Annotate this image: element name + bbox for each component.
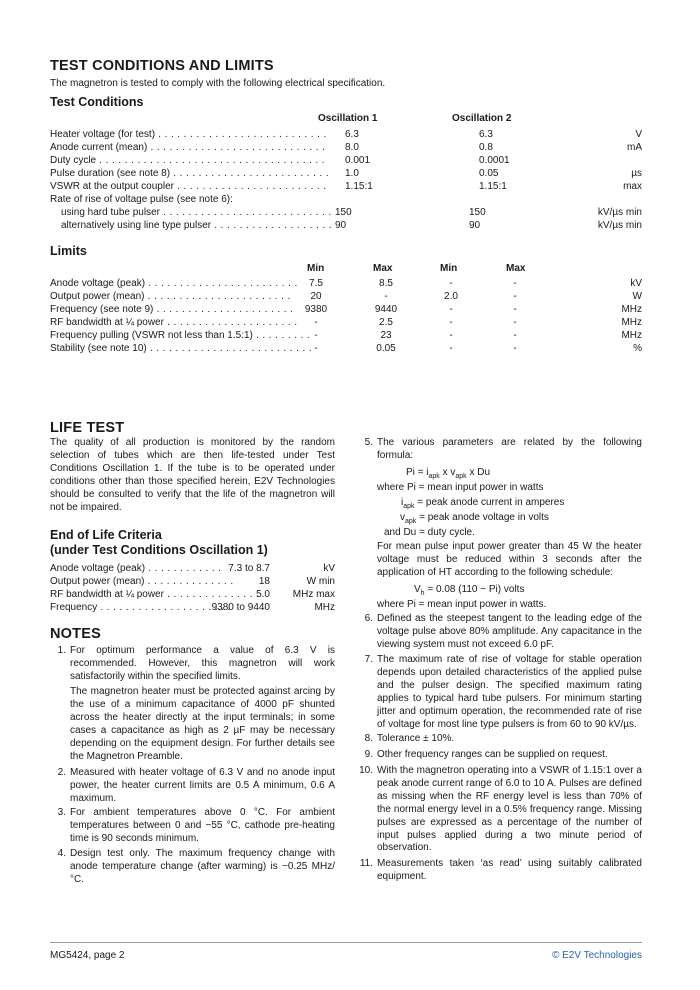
- limits-row-max-1: 2.5: [379, 317, 393, 328]
- tc-row-value-1: 1.15:1: [345, 181, 373, 192]
- tc-subrow-value-1: 150: [335, 207, 352, 218]
- eol-row-value: 9380 to 9440: [211, 602, 270, 613]
- limits-row-label: Anode voltage (peak) . . .: [50, 277, 300, 290]
- page-title: TEST CONDITIONS AND LIMITS: [50, 58, 274, 74]
- note-1-cont: The magnetron heater must be protected against arcing by the use of a minimum capacitance of 4000 pF shunted across the heater directly at the input terminals; in some cases a capacitance as high as 2 µF may be necessary depending on the equipment design. For further details see the Magnetron Preamble.: [70, 686, 335, 762]
- eol-row-label: RF bandwidth at ¼ power . . .: [50, 588, 260, 601]
- note-6: 6. Defined as the steepest tangent to the leading edge of the voltage pulse above 80% amplitude. Any capacitance in the viewing system must not exceed 6.0 pF.: [364, 613, 642, 650]
- limits-row-max-1: 0.05: [376, 343, 396, 354]
- limits-row-min-1: -: [314, 317, 318, 328]
- note-9: 9. Other frequency ranges can be supplied on request.: [364, 749, 608, 760]
- limits-row-unit: MHz: [621, 330, 642, 341]
- limits-row-min-2: -: [449, 317, 453, 328]
- where-iapk: $i_{apk}$ = peak anode current in amperes: [401, 497, 565, 510]
- tc-row-value-2: 1.15:1: [479, 181, 507, 192]
- eol-row-label: Anode voltage (peak) . . .: [50, 562, 225, 575]
- tc-row-value-1: 8.0: [345, 142, 359, 153]
- limits-row-min-2: -: [449, 330, 453, 341]
- end-of-life-subheading: (under Test Conditions Oscillation 1): [50, 543, 268, 557]
- eol-row-label: Output power (mean) . . .: [50, 575, 235, 588]
- footer-page-label: MG5424, page 2: [50, 950, 125, 961]
- tc-row-value-2: 0.05: [479, 168, 499, 179]
- note-4: 4. Design test only. The maximum frequency change with anode temperature change (after warming) is −0.25 MHz/°C.: [57, 848, 335, 885]
- tc-row-value-2: 0.8: [479, 142, 493, 153]
- footer-copyright: © E2V Technologies: [551, 950, 642, 961]
- limits-row-min-2: -: [449, 278, 453, 289]
- tc-row-label: VSWR at the output coupler . . .: [50, 180, 328, 193]
- note-2: 2. Measured with heater voltage of 6.3 V and no anode input power, the heater current limits are 0.5 A minimum, 0.6 A maximum.: [57, 767, 335, 804]
- tc-row-value-1: 0.001: [345, 155, 371, 166]
- tc-subrow-label: using hard tube pulser . . .: [61, 206, 331, 219]
- limits-row-unit: MHz: [621, 304, 642, 315]
- limits-row-max-1: 23: [380, 330, 392, 341]
- note-1: 1. For optimum performance a value of 6.3 V is recommended. However, this magnetron will work satisfactorily within the specified limits.: [57, 645, 335, 682]
- tc-row-unit: mA: [627, 142, 642, 153]
- limits-row-unit: MHz: [621, 317, 642, 328]
- limits-row-min-2: -: [449, 343, 453, 354]
- tc-row-unit: V: [635, 129, 642, 140]
- where-pi-2: where Pi = mean input power in watts.: [377, 599, 547, 610]
- limits-row-min-1: 7.5: [309, 278, 323, 289]
- limits-row-max-2: -: [513, 278, 517, 289]
- note-3: 3. For ambient temperatures above 0 °C. For ambient temperatures between 0 and −55 °C, cathode pre-heating time is 90 seconds minimum.: [57, 807, 335, 844]
- eol-row-value: 5.0: [256, 589, 270, 600]
- limits-row-label: Output power (mean) . . .: [50, 290, 290, 303]
- note-11: 11. Measurements taken ‘as read’ using suitably calibrated equipment.: [359, 858, 642, 882]
- tc-row-value-2: 6.3: [479, 129, 493, 140]
- eol-row-unit: kV: [323, 563, 335, 574]
- eol-row-unit: W min: [306, 576, 335, 587]
- note-5-cont: For mean pulse input power greater than 45 W the heater voltage must be reduced within 3 seconds after the application of HT according to the following schedule:: [377, 541, 642, 578]
- note-8: 8. Tolerance ± 10%.: [364, 733, 455, 744]
- limits-row-unit: kV: [630, 278, 642, 289]
- limits-heading: Limits: [50, 244, 87, 258]
- limits-row-unit: W: [632, 291, 642, 302]
- limits-max-2: Max: [506, 263, 526, 274]
- limits-row-min-2: 2.0: [444, 291, 458, 302]
- tc-subrow-value-2: 90: [469, 220, 481, 231]
- life-test-heading: LIFE TEST: [50, 420, 125, 436]
- note-5: 5. The various parameters are related by the following formula:: [364, 437, 642, 461]
- test-conditions-heading: Test Conditions: [50, 95, 144, 109]
- limits-row-min-2: -: [449, 304, 453, 315]
- tc-row-value-1: 6.3: [345, 129, 359, 140]
- limits-min-1: Min: [307, 263, 325, 274]
- tc-subrow-label: alternatively using line type pulser . . .: [61, 219, 331, 232]
- end-of-life-heading: End of Life Criteria: [50, 528, 162, 542]
- footer-rule: [50, 942, 642, 943]
- limits-min-2: Min: [440, 263, 458, 274]
- limits-row-label: Frequency (see note 9) . . .: [50, 303, 294, 316]
- limits-row-min-1: 9380: [304, 304, 328, 315]
- tc-row-label: Duty cycle . . .: [50, 154, 328, 167]
- limits-row-max-1: 9440: [374, 304, 398, 315]
- where-pi: where Pi = mean input power in watts: [377, 482, 544, 493]
- tc-row-label: Pulse duration (see note 8) . . .: [50, 167, 328, 180]
- limits-row-unit: %: [633, 343, 642, 354]
- limits-row-max-2: -: [513, 291, 517, 302]
- tc-row-unit: µs: [631, 168, 642, 179]
- tc-row-label: Anode current (mean) . . .: [50, 141, 328, 154]
- tc-row-value-1: 1.0: [345, 168, 359, 179]
- tc-subrow-unit: kV/µs min: [597, 207, 642, 218]
- col-oscillation-1: Oscillation 1: [318, 113, 378, 124]
- where-du: and Du = duty cycle.: [384, 527, 475, 538]
- col-oscillation-2: Oscillation 2: [452, 113, 512, 124]
- intro-text: The magnetron is tested to comply with the following electrical specification.: [50, 78, 386, 89]
- rate-of-rise-label: Rate of rise of voltage pulse (see note 6):: [50, 194, 233, 205]
- limits-row-max-1: -: [384, 291, 388, 302]
- notes-heading: NOTES: [50, 626, 101, 642]
- formula-vh: $V_h = 0.08$ (110 − Pi) volts: [414, 584, 525, 597]
- tc-subrow-value-1: 90: [335, 220, 347, 231]
- limits-row-min-1: -: [314, 343, 318, 354]
- limits-row-max-2: -: [513, 317, 517, 328]
- eol-row-value: 7.3 to 8.7: [228, 563, 270, 574]
- limits-row-label: Frequency pulling (VSWR not less than 1.5:1) . . .: [50, 329, 310, 342]
- tc-subrow-unit: kV/µs min: [597, 220, 642, 231]
- limits-row-min-1: 20: [310, 291, 322, 302]
- tc-row-label: Heater voltage (for test) . . .: [50, 128, 328, 141]
- limits-row-max-2: -: [513, 330, 517, 341]
- tc-subrow-value-2: 150: [469, 207, 486, 218]
- eol-row-value: 18: [258, 576, 270, 587]
- limits-row-max-2: -: [513, 343, 517, 354]
- limits-row-max-1: 8.5: [379, 278, 393, 289]
- note-10: 10. With the magnetron operating into a VSWR of 1.15:1 over a peak anode current range of 6.0 to 10 A. Pulses are defined as missing when the RF energy level is less than 70% of the normal energy level in a 0.5% frequency range. Missing pulses are expressed as a percentage of the number of input pulses applied during a two minute period of observation.: [359, 765, 642, 854]
- limits-row-label: Stability (see note 10) . . .: [50, 342, 312, 355]
- limits-max-1: Max: [373, 263, 393, 274]
- limits-row-label: RF bandwidth at ¼ power . . .: [50, 316, 300, 329]
- limits-row-min-1: -: [314, 330, 318, 341]
- life-test-body: The quality of all production is monitored by the random selection of tubes which are then life-tested under Test Conditions Oscillation 1. If the tube is to be operated under conditions other than those specified herein, E2V Technologies should be consulted to verify that the life of the magnetron will not be impaired.: [50, 437, 335, 513]
- eol-row-unit: MHz max: [292, 589, 335, 600]
- where-vapk: $v_{apk}$ = peak anode voltage in volts: [400, 512, 549, 525]
- formula-pi: $Pi = i_{apk}$ x $v_{apk}$ x Du: [406, 467, 491, 480]
- note-7: 7. The maximum rate of rise of voltage for stable operation depends upon detailed characteristics of the applied pulse and the pulser design. The specified maximum rating applies to typical hard tube pulsers. For minimum starting jitter and optimum operation, the recommended rate of rise of voltage for most line type pulsers is from 60 to 90 kV/µs.: [364, 654, 642, 730]
- eol-row-label: Frequency . . .: [50, 601, 230, 614]
- tc-row-unit: max: [623, 181, 642, 192]
- limits-row-max-2: -: [513, 304, 517, 315]
- tc-row-value-2: 0.0001: [479, 155, 510, 166]
- eol-row-unit: MHz: [314, 602, 335, 613]
